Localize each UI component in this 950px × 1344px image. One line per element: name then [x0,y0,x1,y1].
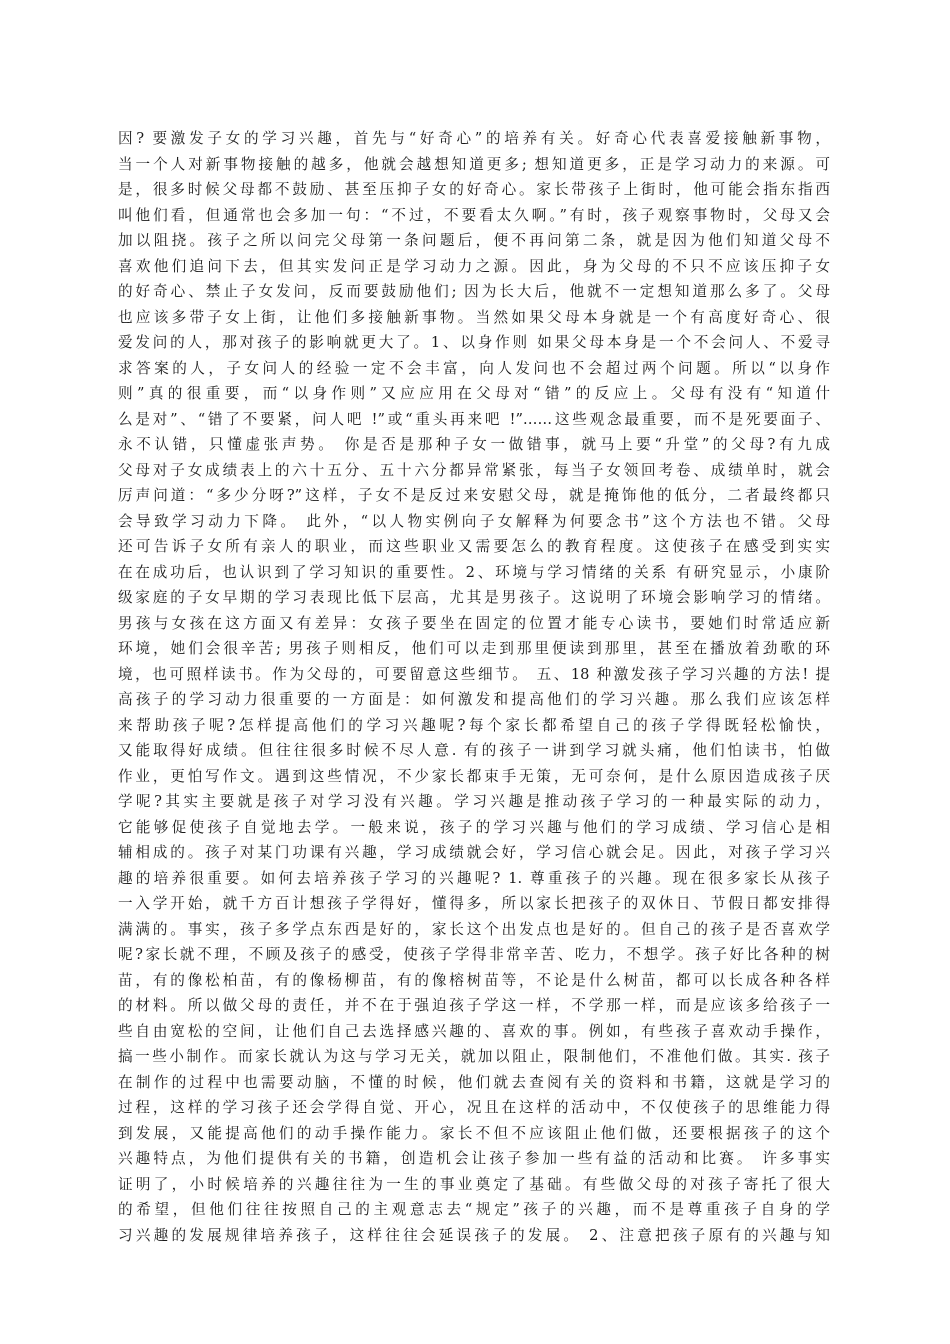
text-line: 的好奇心、禁止子女发问，反而要鼓励他们; 因为长大后，他就不一定想知道那么多了。父母 [118,283,830,300]
text-line: 来帮助孩子呢?怎样提高他们的学习兴趣呢?每个家长都希望自己的孩子学得既轻松愉快， [118,716,830,734]
text-line: 作业，更怕写作文。遇到这些情况，不少家长都束手无策，无可奈何，是什么原因造成孩子厌 [118,767,830,785]
text-line: 么是对”、“错了不要紧，问人吧 !”或“重头再来吧 !”……这些观念最重要，而不是死要面子、 [118,410,830,428]
text-line: 叫他们看，但通常也会多加一句：“不过，不要看太久啊。”有时，孩子观察事物时，父母又会 [118,206,830,224]
text-line: 爱发问的人，那对孩子的影响就更大了。1、以身作则 如果父母本身是一个不会问人、不爱寻 [118,334,830,351]
text-line: 的希望，但他们往往按照自己的主观意志去“规定”孩子的兴趣，而不是尊重孩子自身的学 [118,1201,830,1218]
text-line: 会导致学习动力下降。 此外，“以人物实例向子女解释为何要念书”这个方法也不错。父母 [118,512,830,530]
text-line: 的材料。所以做父母的责任，并不在于强迫孩子学这一样，不学那一样，而是应该多给孩子一 [118,997,830,1014]
text-line: 境，也可照样读书。作为父母的，可要留意这些细节。 五、18 种激发孩子学习兴趣的方法! 提 [118,665,830,683]
text-line: 呢?家长就不理，不顾及孩子的感受，使孩子学得非常辛苦、吃力，不想学。孩子好比各种的树 [118,946,830,963]
text-line: 厉声问道：“多少分呀?”这样，子女不是反过来安慰父母，就是掩饰他的低分，二者最终都只 [118,487,830,504]
text-line: 苗，有的像松柏苗，有的像杨柳苗，有的像榕树苗等，不论是什么树苗，都可以长成各种各样 [118,971,830,989]
text-line: 过程，这样的学习孩子还会学得自觉、开心，况且在这样的活动中，不仅使孩子的思维能力得 [118,1099,830,1116]
text-line: 到发展，又能提高他们的动手操作能力。家长不但不应该阻止他们做，还要根据孩子的这个 [118,1124,830,1142]
text-line: 男孩与女孩在这方面又有差异：女孩子要坐在固定的位置才能专心读书，要她们时常适应新 [118,614,830,632]
text-line: 满满的。事实，孩子多学点东西是好的，家长这个出发点也是好的。但自己的孩子是否喜欢学 [118,920,830,938]
text-line: 高孩子的学习动力很重要的一方面是：如何激发和提高他们的学习兴趣。那么我们应该怎样 [118,691,830,708]
text-line: 些自由宽松的空间，让他们自己去选择感兴趣的、喜欢的事。例如，有些孩子喜欢动手操作， [118,1022,830,1040]
text-line: 加以阻挠。孩子之所以问完父母第一条问题后，便不再问第二条，就是因为他们知道父母不 [118,232,830,249]
text-line: 兴趣特点，为他们提供有关的书籍，创造机会让孩子参加一些有益的活动和比赛。 许多事实 [118,1150,830,1167]
text-line: 又能取得好成绩。但往往很多时候不尽人意. 有的孩子一讲到学习就头痛，他们怕读书，怕做 [118,742,830,759]
text-line: 永不认错，只懂虚张声势。 你是否是那种子女一做错事，就马上要“升堂”的父母?有九成 [118,436,830,453]
text-line: 环境，她们会很辛苦; 男孩子则相反，他们可以走到那里便读到那里，甚至在播放着劲歌的环 [118,640,830,657]
text-line: 习兴趣的发展规律培养孩子，这样往往会延误孩子的发展。 2、注意把孩子原有的兴趣与知 [118,1226,830,1244]
text-line: 搞一些小制作。而家长就认为这与学习无关，就加以阻止，限制他们，不准他们做。其实. 孩子 [118,1048,830,1065]
text-line: 辅相成的。孩子对某门功课有兴趣，学习成绩就会好，学习信心就会足。因此，对孩子学习兴 [118,844,830,861]
text-line: 一入学开始，就千方百计想孩子学得好，懂得多，所以家长把孩子的双休日、节假日都安排得 [118,895,830,912]
text-line: 也应该多带子女上街，让他们多接触新事物。当然如果父母本身就是一个有高度好奇心、很 [118,308,830,326]
text-line: 还可告诉子女所有亲人的职业，而这些职业又需要怎么的教育程度。这使孩子在感受到实实 [118,538,830,555]
text-line: 在在成功后，也认识到了学习知识的重要性。2、环境与学习情绪的关系 有研究显示，小康阶 [118,563,830,581]
text-line: 当一个人对新事物接触的越多，他就会越想知道更多; 想知道更多，正是学习动力的来源。可 [118,155,830,173]
text-line: 学呢?其实主要就是孩子对学习没有兴趣。学习兴趣是推动孩子学习的一种最实际的动力， [118,793,830,810]
text-line: 因? 要激发子女的学习兴趣，首先与“好奇心”的培养有关。好奇心代表喜爱接触新事物， [118,130,830,147]
text-line: 则”真的很重要，而“以身作则”又应应用在父母对“错”的反应上。父母有没有“知道什 [118,385,830,402]
text-line: 级家庭的子女早期的学习表现比低下层高，尤其是男孩子。这说明了环境会影响学习的情绪。 [118,589,830,606]
text-line: 它能够促使孩子自觉地去学。一般来说，孩子的学习兴趣与他们的学习成绩、学习信心是相 [118,818,830,836]
text-line: 趣的培养很重要。如何去培养孩子学习的兴趣呢? 1. 尊重孩子的兴趣。现在很多家长从孩子 [118,869,830,887]
body-text [118,126,830,1248]
text-line: 喜欢他们追问下去，但其实发问正是学习动力之源。因此，身为父母的不只不应该压抑子女 [118,257,830,275]
text-line: 是，很多时候父母都不鼓励、甚至压抑子女的好奇心。家长带孩子上街时，他可能会指东指西 [118,181,830,198]
text-line: 求答案的人，子女问人的经验一定不会丰富，向人发问也不会超过两个问题。所以“以身作 [118,359,830,377]
text-line: 证明了，小时候培养的兴趣往往为一生的事业奠定了基础。有些做父母的对孩子寄托了很大 [118,1175,830,1193]
text-line: 父母对子女成绩表上的六十五分、五十六分都异常紧张，每当子女领回考卷、成绩单时，就会 [118,461,830,479]
text-line: 在制作的过程中也需要动脑，不懂的时候，他们就去查阅有关的资料和书籍，这就是学习的 [118,1073,830,1091]
